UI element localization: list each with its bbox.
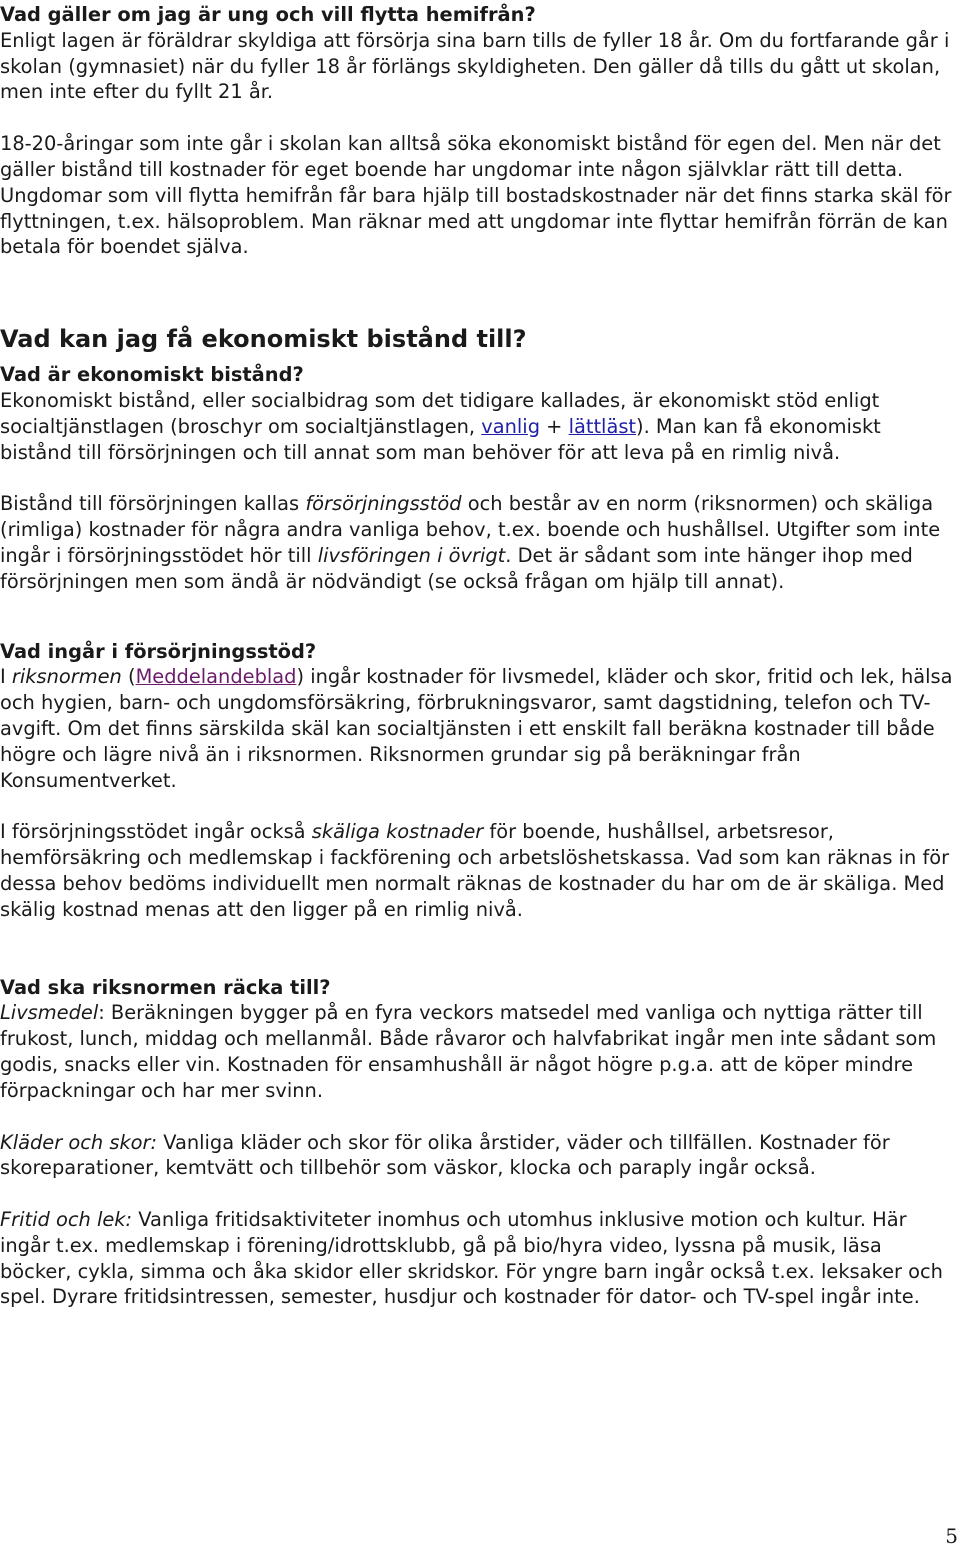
paragraph-riksnormen: I riksnormen (Meddelandeblad) ingår kostnader för livsmedel, kläder och skor, fritid och lek, hälsa och hygien, barn- och ungdomsförsäkring, förbrukningsvaror, samt dagstidning, telefon och TV-avgift. Om det finns särskilda skäl kan socialtjänsten i ett enskilt fall beräkna kostnader till både högre och lägre nivå än i riksnormen. Riksnormen grundar sig på beräkningar från Konsumentverket. xyxy=(0,665,953,792)
paragraph-parental-duty: Enligt lagen är föräldrar skyldiga att försörja sina barn tills de fyller 18 år. Om du fortfarande går i skolan (gymnasiet) när du fyller 18 år förlängs skyldigheten. Den gäller då tills du gått ut skolan, men inte efter du fyllt 21 år. xyxy=(0,28,950,104)
paragraph-leisure: Fritid och lek: Vanliga fritidsaktiviteter inomhus och utomhus inklusive motion och kultur. Här ingår t.ex. medlemskap i förening/idrottsklubb, gå på bio/hyra video, lyssna på musik, läsa böcker, cykla, simma och åka skidor eller skridskor. För yngre barn ingår också t.ex. leksaker och spel. Dyrare fritidsintressen, semester, husdjur och kostnader för dator- och TV-spel ingår inte. xyxy=(0,1208,943,1309)
heading-moving-out: Vad gäller om jag är ung och vill flytta hemifrån? xyxy=(0,3,536,26)
heading-what-should-cover: Vad ska riksnormen räcka till? xyxy=(0,975,331,999)
link-lattlast[interactable]: lättläst xyxy=(568,414,637,438)
link-vanlig[interactable]: vanlig xyxy=(481,414,540,438)
heading-what-is-included: Vad ingår i försörjningsstöd? xyxy=(0,639,317,663)
heading-what-can-i-get: Vad kan jag få ekonomiskt bistånd till? xyxy=(0,325,527,354)
page-number: 5 xyxy=(945,1524,958,1548)
paragraph-aid-definition: Ekonomiskt bistånd, eller socialbidrag som det tidigare kallades, är ekonomiskt stöd enligt socialtjänstlagen (broschyr om socialtjänstlagen, vanlig + lättläst). Man kan få ekonomiskt bistånd till försörjningen och till annat som man behöver för att leva på en rimlig nivå. xyxy=(0,388,881,464)
link-meddelandeblad[interactable]: Meddelandeblad xyxy=(135,665,297,689)
document-page xyxy=(0,2,958,1310)
paragraph-clothes: Kläder och skor: Vanliga kläder och skor för olika årstider, väder och tillfällen. Kostnader för skoreparationer, kemtvätt och tillbehör som väskor, klocka och paraply ingår också. xyxy=(0,1130,890,1180)
paragraph-young-adults: 18-20-åringar som inte går i skolan kan alltså söka ekonomiskt bistånd för egen del. Men när det gäller bistånd till kostnader för eget boende har ungdomar inte någon självklar rätt till detta. Ungdomar som vill flytta hemifrån får bara hjälp till bostadskostnader när det finns starka skäl för flyttningen, t.ex. hälsoproblem. Man räknar med att ungdomar inte flyttar hemifrån förrän de kan betala för boendet själva. xyxy=(0,132,952,259)
paragraph-support-types: Bistånd till försörjningen kallas försörjningsstöd och består av en norm (riksnormen) och skäliga (rimliga) kostnader för några andra vanliga behov, t.ex. boende och hushållsel. Utgifter som inte ingår i försörjningsstödet hör till livsföringen i övrigt. Det är sådant som inte hänger ihop med försörjningen men som ändå är nödvändigt (se också frågan om hjälp till annat). xyxy=(0,492,941,593)
paragraph-reasonable-costs: I försörjningsstödet ingår också skäliga kostnader för boende, hushållsel, arbetsresor, hemförsäkring och medlemskap i fackförening och arbetslöshetskassa. Vad som kan räknas in för dessa behov bedöms individuellt men normalt räknas de kostnader du har om de är skäliga. Med skälig kostnad menas att den ligger på en rimlig nivå. xyxy=(0,820,950,921)
heading-what-is-aid: Vad är ekonomiskt bistånd? xyxy=(0,363,304,387)
paragraph-food: Livsmedel: Beräkningen bygger på en fyra veckors matsedel med vanliga och nyttiga rätter till frukost, lunch, middag och mellanmål. Både råvaror och halvfabrikat ingår men inte sådant som godis, snacks eller vin. Kostnaden för ensamhushåll är något högre p.g.a. att de köper mindre förpackningar och har mer svinn. xyxy=(0,1001,937,1102)
